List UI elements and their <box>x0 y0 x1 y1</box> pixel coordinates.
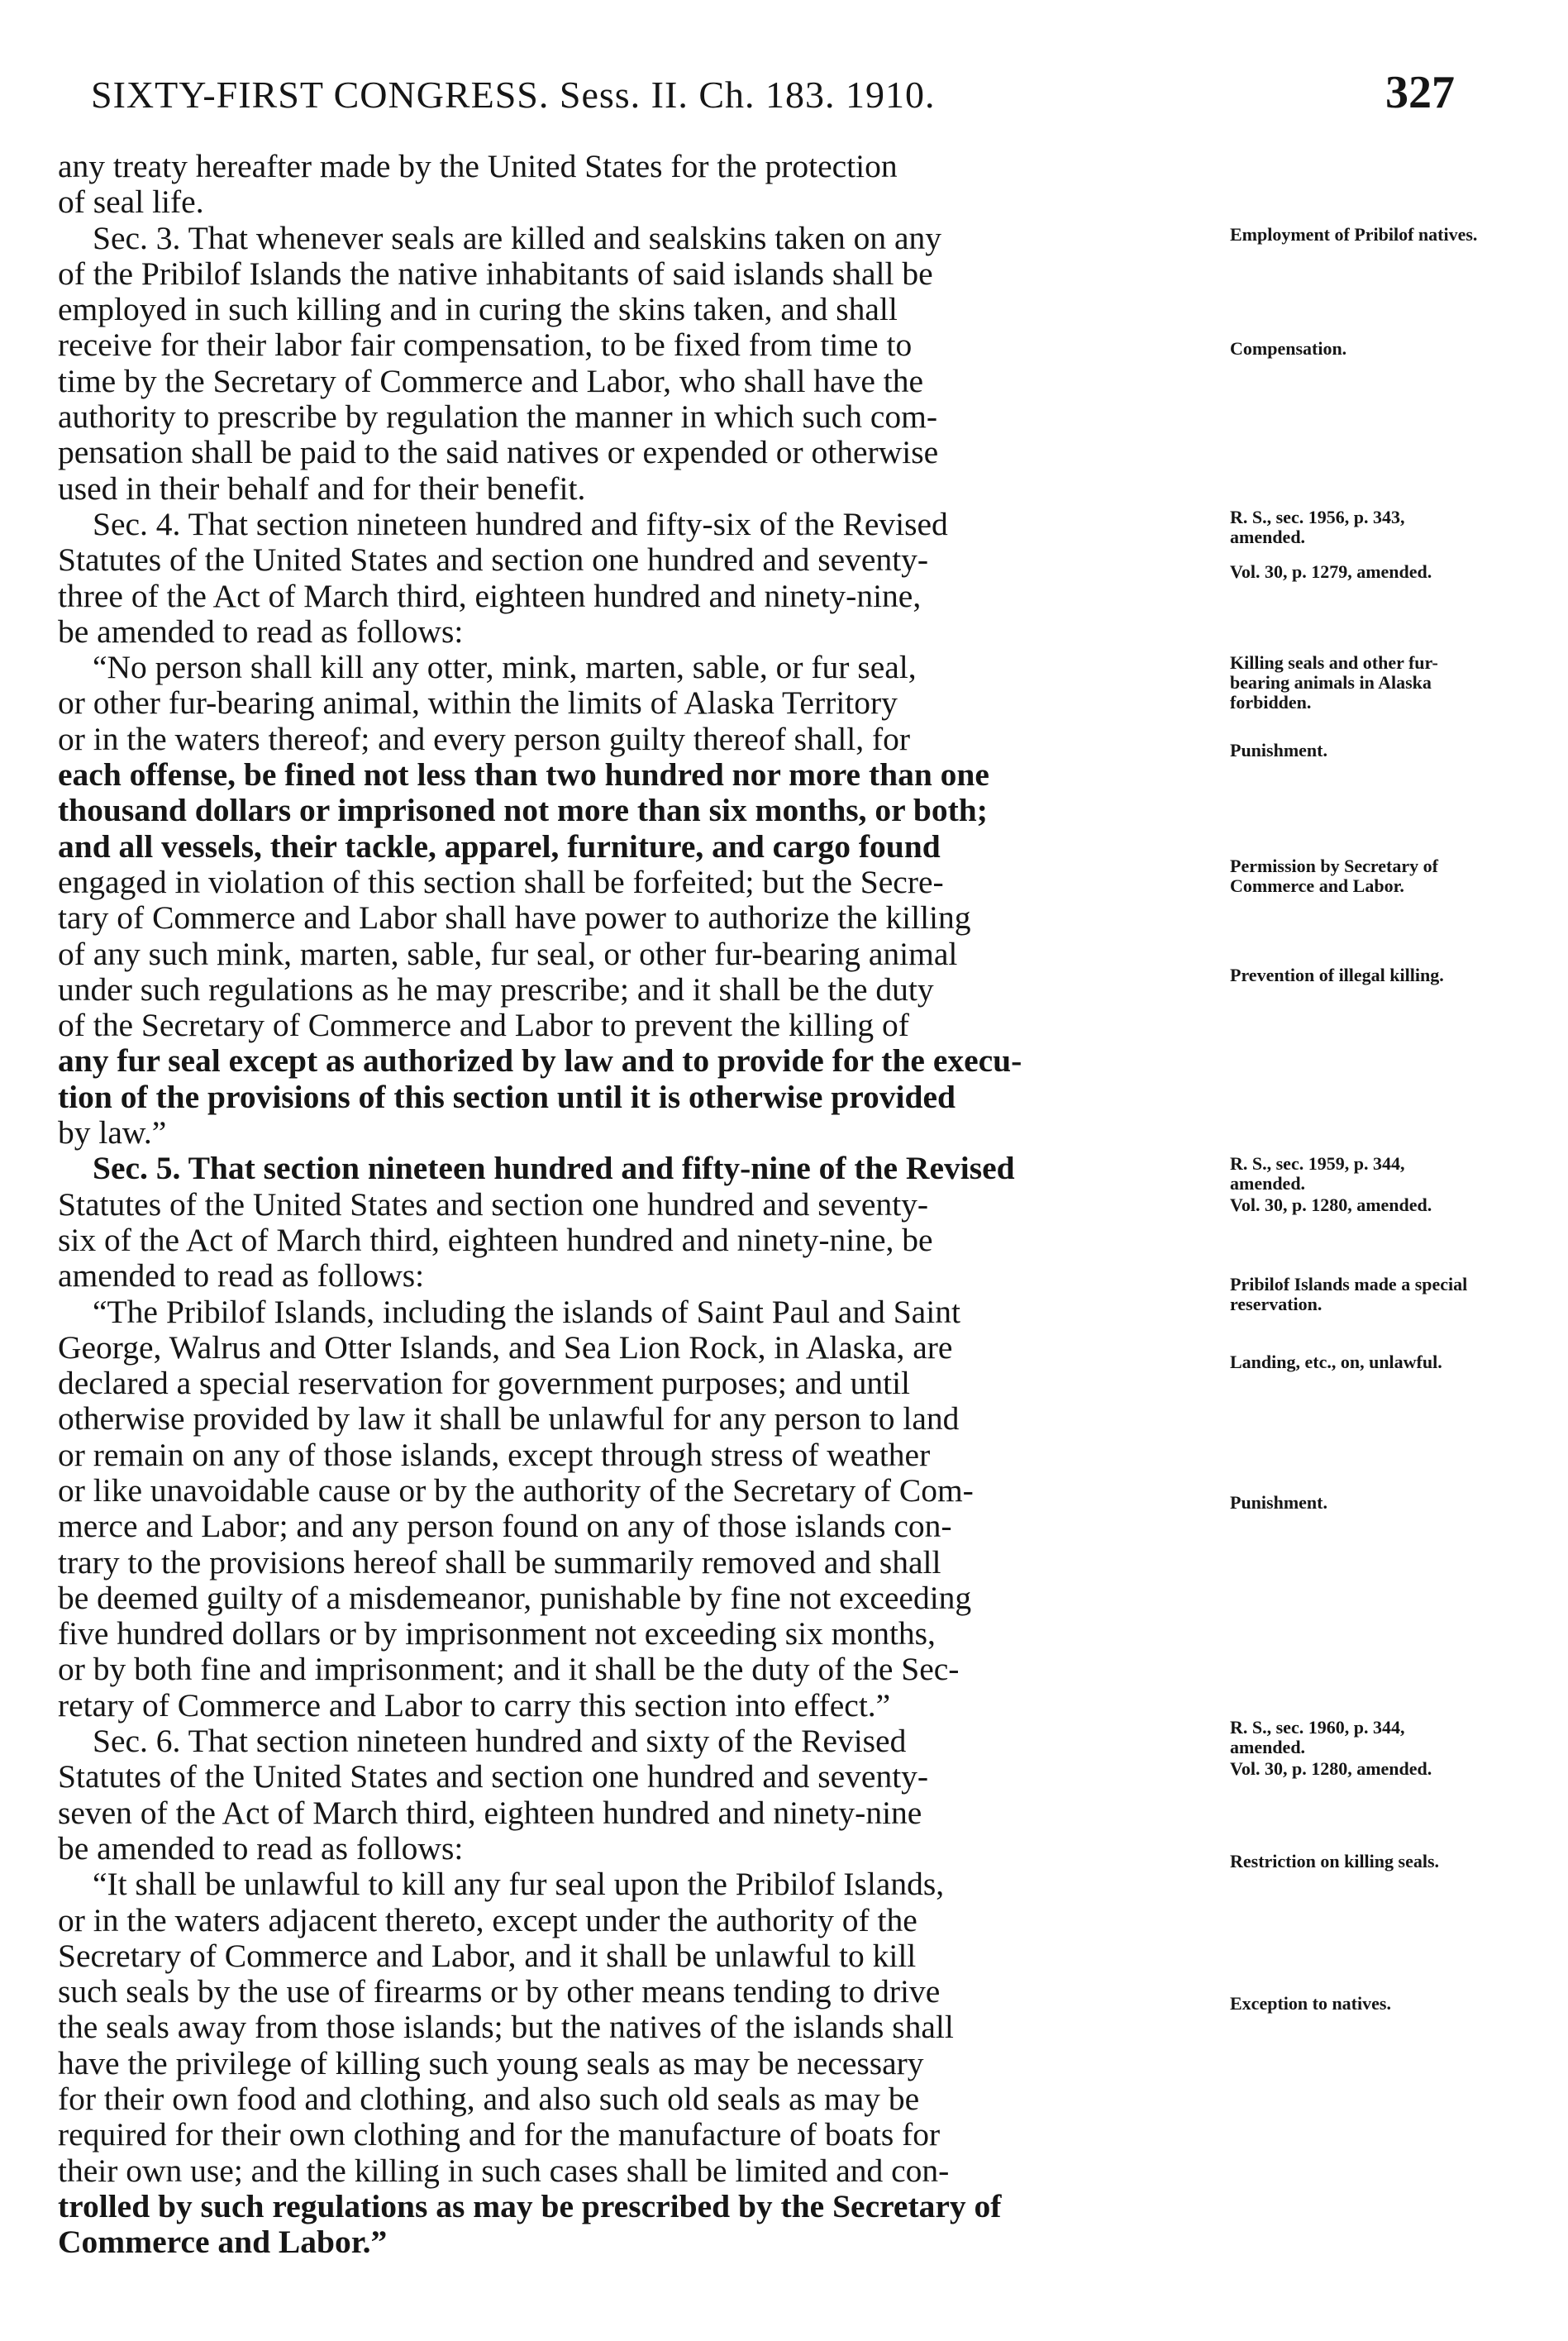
text-line: or by both fine and imprisonment; and it shall be the duty of the Sec- <box>58 1652 960 1688</box>
text-line: for their own food and clothing, and also such old seals as may be <box>58 2081 920 2118</box>
section-5-start: Sec. 5. That section nineteen hundred and fifty-nine of the Revised <box>93 1151 1015 1187</box>
text-line: otherwise provided by law it shall be unlawful for any person to land <box>58 1401 960 1437</box>
text-line: receive for their labor fair compensation, to be fixed from time to <box>58 327 913 364</box>
text-line: of the Pribilof Islands the native inhabitants of said islands shall be <box>58 255 933 292</box>
margin-note: R. S., sec. 1960, p. 344, amended. <box>1230 1717 1405 1757</box>
section-6-start: Sec. 6. That section nineteen hundred and sixty of the Revised <box>93 1724 907 1760</box>
text-line: of seal life. <box>58 184 204 221</box>
margin-note: Punishment. <box>1230 1492 1327 1513</box>
text-line: Statutes of the United States and section one hundred and seventy- <box>58 1186 929 1223</box>
text-line: five hundred dollars or by imprisonment not exceeding six months, <box>58 1616 936 1652</box>
text-line: trary to the provisions hereof shall be summarily removed and shall <box>58 1544 941 1581</box>
margin-note: Employment of Pribilof natives. <box>1230 224 1478 245</box>
text-line: merce and Labor; and any person found on any of those islands con- <box>58 1509 952 1545</box>
margin-note: Vol. 30, p. 1279, amended. <box>1230 561 1432 582</box>
text-line: or remain on any of those islands, except through stress of weather <box>58 1437 931 1473</box>
text-line: George, Walrus and Otter Islands, and Sea Lion Rock, in Alaska, are <box>58 1329 953 1366</box>
text-line: required for their own clothing and for the manufacture of boats for <box>58 2117 941 2153</box>
text-line: Statutes of the United States and section one hundred and seventy- <box>58 542 929 579</box>
quoted-text-line: “The Pribilof Islands, including the islands of Saint Paul and Saint <box>93 1294 960 1330</box>
statute-body <box>58 149 1215 2261</box>
text-line: be amended to read as follows: <box>58 1830 464 1867</box>
text-line: pensation shall be paid to the said natives or expended or otherwise <box>58 435 939 471</box>
text-line: and all vessels, their tackle, apparel, furniture, and cargo found <box>58 828 941 865</box>
text-line: thousand dollars or imprisoned not more than six months, or both; <box>58 793 988 829</box>
margin-note: R. S., sec. 1959, p. 344, amended. <box>1230 1153 1405 1194</box>
margin-note: Permission by Secretary of Commerce and Labor. <box>1230 856 1438 896</box>
text-line: engaged in violation of this section shall be forfeited; but the Secre- <box>58 864 944 900</box>
margin-note: Killing seals and other fur-bearing animals in Alaska forbidden. <box>1230 652 1438 713</box>
margin-note: Prevention of illegal killing. <box>1230 965 1444 985</box>
text-line: retary of Commerce and Labor to carry this section into effect.” <box>58 1687 891 1724</box>
margin-note: R. S., sec. 1956, p. 343, amended. <box>1230 507 1405 547</box>
text-line: six of the Act of March third, eighteen hundred and ninety-nine, be <box>58 1222 933 1258</box>
text-line: authority to prescribe by regulation the manner in which such com- <box>58 399 937 436</box>
text-line: have the privilege of killing such young seals as may be necessary <box>58 2045 924 2081</box>
margin-note: Landing, etc., on, unlawful. <box>1230 1352 1442 1372</box>
text-line: tary of Commerce and Labor shall have power to authorize the killing <box>58 900 971 937</box>
text-line: any treaty hereafter made by the United States for the protection <box>58 149 898 184</box>
text-line: under such regulations as he may prescribe; and it shall be the duty <box>58 971 934 1008</box>
text-line: time by the Secretary of Commerce and Labor, who shall have the <box>58 363 924 399</box>
text-line: be amended to read as follows: <box>58 613 464 650</box>
margin-note: Punishment. <box>1230 740 1327 760</box>
page-number: 327 <box>1385 67 1455 118</box>
text-line: declared a special reservation for government purposes; and until <box>58 1366 911 1402</box>
text-line: seven of the Act of March third, eighteen hundred and ninety-nine <box>58 1795 922 1831</box>
text-line: their own use; and the killing in such cases shall be limited and con- <box>58 2153 950 2189</box>
text-line: three of the Act of March third, eighteen hundred and ninety-nine, <box>58 578 922 614</box>
quoted-text-line: “No person shall kill any otter, mink, marten, sable, or fur seal, <box>93 650 917 686</box>
text-line: such seals by the use of firearms or by other means tending to drive <box>58 1974 941 2010</box>
text-line: trolled by such regulations as may be prescribed by the Secretary of <box>58 2188 1002 2224</box>
text-line: Secretary of Commerce and Labor, and it shall be unlawful to kill <box>58 1938 917 1974</box>
text-line: used in their behalf and for their benefit. <box>58 470 586 507</box>
text-line: any fur seal except as authorized by law and to provide for the execu- <box>58 1043 1022 1080</box>
text-line: or like unavoidable cause or by the authority of the Secretary of Com- <box>58 1472 974 1509</box>
section-4-start: Sec. 4. That section nineteen hundred and fifty-six of the Revised <box>93 506 948 542</box>
text-line: amended to read as follows: <box>58 1258 425 1294</box>
margin-note: Compensation. <box>1230 338 1347 359</box>
text-line: be deemed guilty of a misdemeanor, punishable by fine not exceeding <box>58 1580 972 1616</box>
text-line: tion of the provisions of this section until it is otherwise provided <box>58 1079 956 1115</box>
text-line: or in the waters adjacent thereto, except under the authority of the <box>58 1902 917 1938</box>
quoted-text-line: “It shall be unlawful to kill any fur seal upon the Pribilof Islands, <box>93 1867 945 1903</box>
margin-note: Restriction on killing seals. <box>1230 1851 1440 1871</box>
text-line: employed in such killing and in curing the skins taken, and shall <box>58 292 898 328</box>
text-line: Statutes of the United States and section one hundred and seventy- <box>58 1759 929 1795</box>
margin-note: Vol. 30, p. 1280, amended. <box>1230 1194 1432 1215</box>
text-line: of the Secretary of Commerce and Labor to prevent the killing of <box>58 1008 909 1044</box>
text-line: by law.” <box>58 1115 167 1151</box>
text-line: each offense, be fined not less than two hundred nor more than one <box>58 757 989 794</box>
text-line: the seals away from those islands; but the natives of the islands shall <box>58 2010 954 2046</box>
text-line: or in the waters thereof; and every person guilty thereof shall, for <box>58 721 911 757</box>
margin-note: Pribilof Islands made a special reservation. <box>1230 1274 1468 1314</box>
margin-note: Exception to natives. <box>1230 1993 1391 2014</box>
section-3-start: Sec. 3. That whenever seals are killed and sealskins taken on any <box>93 220 942 256</box>
text-line: of any such mink, marten, sable, fur seal, or other fur-bearing animal <box>58 936 958 972</box>
text-line: or other fur-bearing animal, within the limits of Alaska Territory <box>58 685 898 722</box>
text-line: Commerce and Labor.” <box>58 2224 388 2261</box>
running-head: SIXTY-FIRST CONGRESS. Sess. II. Ch. 183. 1910. <box>91 74 936 116</box>
page-header <box>91 67 1455 131</box>
margin-note: Vol. 30, p. 1280, amended. <box>1230 1758 1432 1779</box>
